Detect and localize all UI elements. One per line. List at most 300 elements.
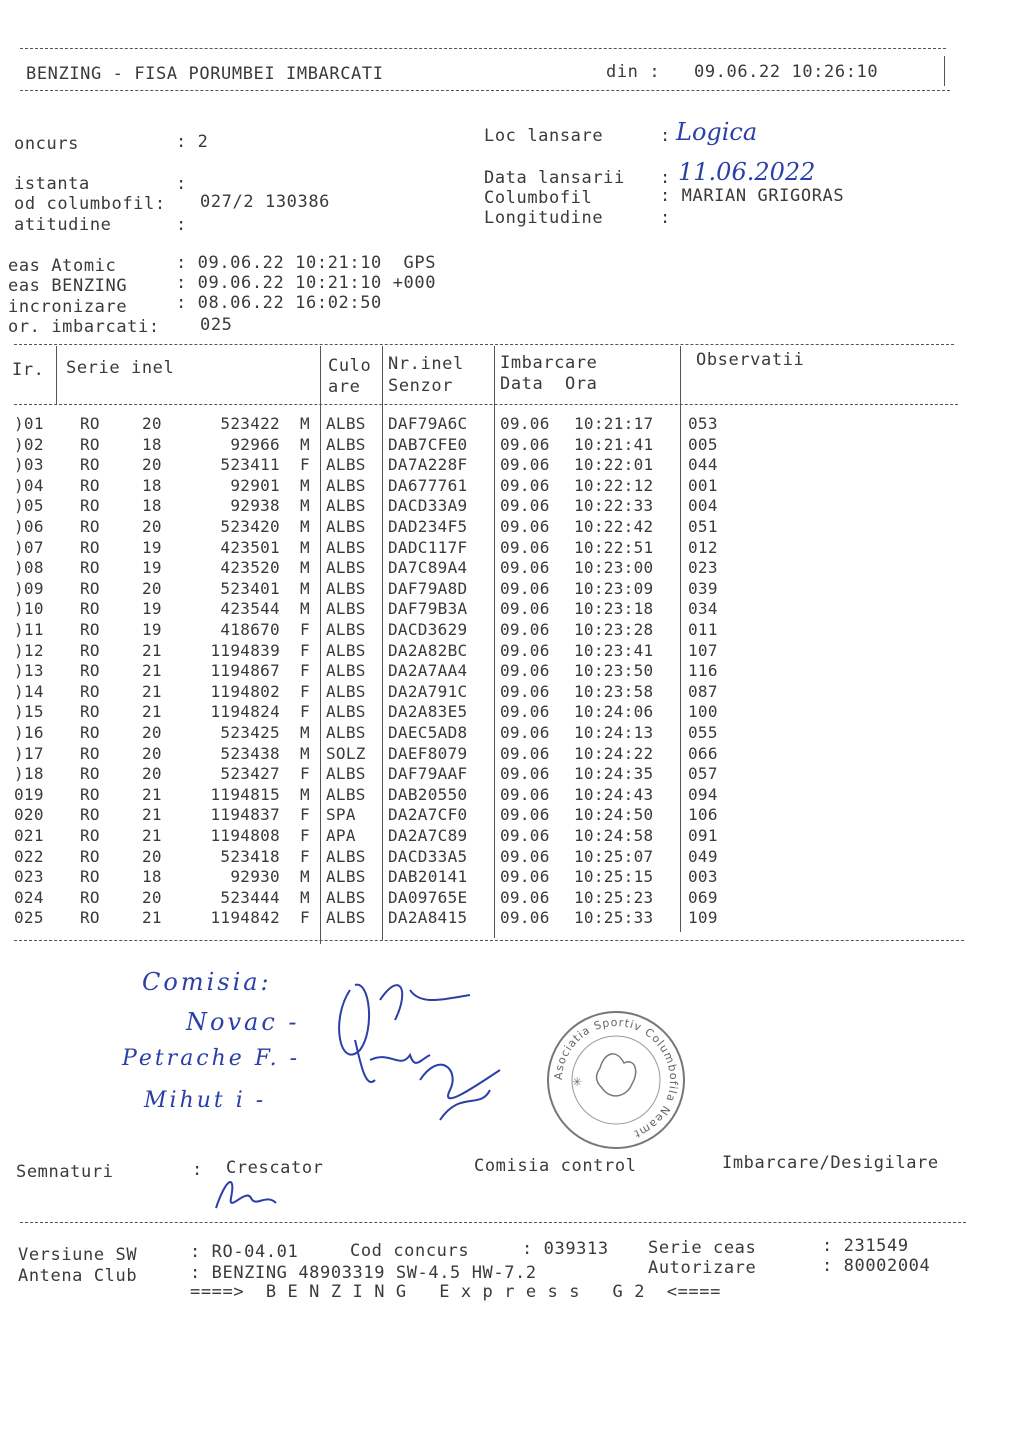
row-ring-number: 1194842 bbox=[210, 908, 280, 928]
row-time: 10:22:12 bbox=[574, 475, 654, 495]
row-color: ALBS bbox=[326, 599, 366, 619]
row-number: 021 bbox=[14, 826, 44, 845]
row-sex: M bbox=[300, 887, 310, 907]
row-chip-id: DAEF8079 bbox=[388, 743, 468, 763]
cod-concurs-value: : 039313 bbox=[522, 1239, 609, 1259]
row-year: 20 bbox=[142, 887, 162, 907]
row-color: ALBS bbox=[326, 908, 366, 928]
row-country: RO bbox=[80, 805, 100, 825]
row-year: 21 bbox=[142, 826, 162, 845]
row-observation: 091 bbox=[688, 826, 718, 845]
row-year: 20 bbox=[142, 723, 162, 742]
din-label: din : bbox=[606, 62, 661, 82]
row-date: 09.06 bbox=[500, 867, 550, 887]
row-time: 10:24:43 bbox=[574, 784, 654, 804]
row-country: RO bbox=[80, 723, 100, 742]
versiune-sw-value: : RO-04.01 bbox=[190, 1242, 299, 1262]
row-ring-number: 1194802 bbox=[210, 681, 280, 701]
row-year: 18 bbox=[142, 475, 162, 495]
row-country: RO bbox=[80, 661, 100, 681]
row-color: SOLZ bbox=[326, 743, 366, 763]
row-year: 21 bbox=[142, 784, 162, 804]
row-year: 20 bbox=[142, 764, 162, 784]
row-country: RO bbox=[80, 414, 100, 433]
row-country: RO bbox=[80, 681, 100, 701]
row-country: RO bbox=[80, 620, 100, 639]
sincronizare-value: : 08.06.22 16:02:50 bbox=[176, 293, 382, 313]
row-ring-number: 92930 bbox=[230, 867, 280, 887]
row-year: 19 bbox=[142, 599, 162, 619]
row-number: )07 bbox=[14, 537, 44, 557]
row-ring-number: 1194815 bbox=[210, 784, 280, 804]
row-year: 20 bbox=[142, 578, 162, 598]
row-sex: M bbox=[300, 475, 310, 495]
row-color: ALBS bbox=[326, 578, 366, 598]
stamp-text: Asociatia Sportiv Columbofila Neamt bbox=[551, 1015, 681, 1141]
header-nr-inel: Nr.inel bbox=[388, 354, 464, 374]
data-lansarii-label: Data lansarii bbox=[484, 168, 625, 188]
row-chip-id: DAEC5AD8 bbox=[388, 723, 468, 742]
row-ring-number: 418670 bbox=[220, 620, 280, 639]
sincronizare-label: incronizare bbox=[8, 297, 128, 317]
handwritten-comisia: Comisia: bbox=[142, 968, 272, 996]
row-number: 022 bbox=[14, 846, 44, 866]
imbarcare-desigilare-label: Imbarcare/Desigilare bbox=[722, 1153, 939, 1173]
row-country: RO bbox=[80, 537, 100, 557]
row-time: 10:25:15 bbox=[574, 867, 654, 887]
row-observation: 039 bbox=[688, 578, 718, 598]
columbofil-label: Columbofil bbox=[484, 188, 593, 208]
row-chip-id: DAB20141 bbox=[388, 867, 468, 887]
row-ring-number: 523438 bbox=[220, 743, 280, 763]
row-number: 025 bbox=[14, 908, 44, 928]
din-value: 09.06.22 10:26:10 bbox=[694, 62, 879, 82]
row-observation: 106 bbox=[688, 805, 718, 825]
row-date: 09.06 bbox=[500, 414, 550, 433]
row-date: 09.06 bbox=[500, 805, 550, 825]
row-date: 09.06 bbox=[500, 702, 550, 722]
row-sex: F bbox=[300, 826, 310, 845]
row-time: 10:22:42 bbox=[574, 517, 654, 536]
porumbei-imbarcati-label: or. imbarcati: bbox=[8, 317, 160, 337]
col-sep-observatii bbox=[680, 346, 681, 932]
row-country: RO bbox=[80, 578, 100, 598]
row-sex: F bbox=[300, 640, 310, 660]
col-sep-nr bbox=[56, 346, 57, 404]
row-number: )13 bbox=[14, 661, 44, 681]
row-color: ALBS bbox=[326, 702, 366, 722]
cod-columbofil-value: 027/2 130386 bbox=[200, 192, 331, 212]
row-sex: F bbox=[300, 681, 310, 701]
row-year: 21 bbox=[142, 661, 162, 681]
header-right-border bbox=[944, 56, 945, 86]
row-time: 10:24:58 bbox=[574, 826, 654, 845]
row-ring-number: 1194839 bbox=[210, 640, 280, 660]
row-sex: M bbox=[300, 434, 310, 454]
row-color: ALBS bbox=[326, 723, 366, 742]
row-chip-id: DACD33A9 bbox=[388, 496, 468, 516]
row-color: ALBS bbox=[326, 414, 366, 433]
data-lansarii-handwritten: 11.06.2022 bbox=[678, 158, 816, 186]
cod-concurs-label: Cod concurs bbox=[350, 1241, 470, 1261]
data-lansarii-sep: : bbox=[660, 168, 671, 188]
col-sep-inel bbox=[382, 346, 383, 940]
longitudine-sep: : bbox=[660, 208, 671, 228]
row-sex: M bbox=[300, 496, 310, 516]
row-ring-number: 1194867 bbox=[210, 661, 280, 681]
row-ring-number: 523420 bbox=[220, 517, 280, 536]
benzing-brand-line: ====> B E N Z I N G E x p r e s s G 2 <==== bbox=[190, 1282, 721, 1302]
row-date: 09.06 bbox=[500, 743, 550, 763]
row-color: ALBS bbox=[326, 496, 366, 516]
row-chip-id: DA2A7CF0 bbox=[388, 805, 468, 825]
row-sex: F bbox=[300, 764, 310, 784]
row-country: RO bbox=[80, 784, 100, 804]
row-country: RO bbox=[80, 702, 100, 722]
table-header-rule bbox=[14, 404, 958, 405]
row-chip-id: DA2A83E5 bbox=[388, 702, 468, 722]
row-country: RO bbox=[80, 517, 100, 536]
row-sex: F bbox=[300, 620, 310, 639]
row-number: 024 bbox=[14, 887, 44, 907]
longitudine-label: Longitudine bbox=[484, 208, 604, 228]
row-chip-id: DA7A228F bbox=[388, 455, 468, 475]
row-country: RO bbox=[80, 743, 100, 763]
row-sex: M bbox=[300, 784, 310, 804]
row-year: 20 bbox=[142, 846, 162, 866]
row-date: 09.06 bbox=[500, 640, 550, 660]
row-sex: M bbox=[300, 558, 310, 578]
row-chip-id: DA2A7AA4 bbox=[388, 661, 468, 681]
latitudine-sep: : bbox=[176, 215, 187, 235]
row-number: )14 bbox=[14, 681, 44, 701]
row-date: 09.06 bbox=[500, 620, 550, 639]
row-observation: 094 bbox=[688, 784, 718, 804]
table-bottom-rule bbox=[14, 940, 964, 941]
row-chip-id: DA7C89A4 bbox=[388, 558, 468, 578]
row-ring-number: 523401 bbox=[220, 578, 280, 598]
row-time: 10:23:18 bbox=[574, 599, 654, 619]
row-ring-number: 423544 bbox=[220, 599, 280, 619]
row-country: RO bbox=[80, 558, 100, 578]
row-chip-id: DAB7CFE0 bbox=[388, 434, 468, 454]
row-year: 21 bbox=[142, 805, 162, 825]
autorizare-label: Autorizare bbox=[648, 1258, 757, 1278]
row-chip-id: DAF79A6C bbox=[388, 414, 468, 433]
row-color: ALBS bbox=[326, 681, 366, 701]
row-date: 09.06 bbox=[500, 537, 550, 557]
row-chip-id: DAF79A8D bbox=[388, 578, 468, 598]
row-number: )18 bbox=[14, 764, 44, 784]
row-country: RO bbox=[80, 846, 100, 866]
row-number: )02 bbox=[14, 434, 44, 454]
row-country: RO bbox=[80, 434, 100, 454]
loc-lansare-sep: : bbox=[660, 126, 671, 146]
row-time: 10:22:01 bbox=[574, 455, 654, 475]
row-chip-id: DACD3629 bbox=[388, 620, 468, 639]
header-nr: Ir. bbox=[12, 360, 45, 380]
header-observatii: Observatii bbox=[696, 350, 805, 370]
row-observation: 049 bbox=[688, 846, 718, 866]
ceas-atomic-label: eas Atomic bbox=[8, 256, 117, 276]
ceas-atomic-value: : 09.06.22 10:21:10 GPS bbox=[176, 253, 437, 273]
row-year: 21 bbox=[142, 640, 162, 660]
row-observation: 116 bbox=[688, 661, 718, 681]
distanta-sep: : bbox=[176, 174, 187, 194]
header-serie-inel: Serie inel bbox=[66, 358, 175, 378]
row-color: APA bbox=[326, 826, 356, 845]
row-color: ALBS bbox=[326, 558, 366, 578]
header-culoare-1: Culo bbox=[328, 356, 372, 376]
row-color: ALBS bbox=[326, 455, 366, 475]
row-time: 10:24:06 bbox=[574, 702, 654, 722]
row-number: )06 bbox=[14, 517, 44, 536]
crescator-label: Crescator bbox=[226, 1158, 324, 1178]
row-observation: 069 bbox=[688, 887, 718, 907]
row-chip-id: DA2A8415 bbox=[388, 908, 468, 928]
row-color: ALBS bbox=[326, 620, 366, 639]
col-sep-culoare bbox=[320, 346, 321, 944]
row-sex: F bbox=[300, 805, 310, 825]
row-number: )11 bbox=[14, 620, 44, 639]
row-date: 09.06 bbox=[500, 558, 550, 578]
row-ring-number: 523411 bbox=[220, 455, 280, 475]
row-date: 09.06 bbox=[500, 887, 550, 907]
row-date: 09.06 bbox=[500, 661, 550, 681]
row-observation: 109 bbox=[688, 908, 718, 928]
footer-top-rule bbox=[20, 1222, 966, 1223]
row-color: ALBS bbox=[326, 887, 366, 907]
row-date: 09.06 bbox=[500, 517, 550, 536]
row-observation: 044 bbox=[688, 455, 718, 475]
row-date: 09.06 bbox=[500, 723, 550, 742]
header-senzor: Senzor bbox=[388, 376, 454, 396]
row-chip-id: DA2A791C bbox=[388, 681, 468, 701]
row-date: 09.06 bbox=[500, 908, 550, 928]
row-number: 020 bbox=[14, 805, 44, 825]
ceas-benzing-value: : 09.06.22 10:21:10 +000 bbox=[176, 273, 437, 293]
handwritten-petrache: Petrache F. - bbox=[122, 1046, 301, 1071]
row-time: 10:21:41 bbox=[574, 434, 654, 454]
row-chip-id: DA677761 bbox=[388, 475, 468, 495]
row-number: )09 bbox=[14, 578, 44, 598]
row-sex: M bbox=[300, 723, 310, 742]
handwritten-mihut: Mihut i - bbox=[144, 1088, 267, 1113]
row-color: ALBS bbox=[326, 784, 366, 804]
row-time: 10:21:17 bbox=[574, 414, 654, 433]
row-number: )04 bbox=[14, 475, 44, 495]
row-year: 18 bbox=[142, 496, 162, 516]
row-number: )08 bbox=[14, 558, 44, 578]
row-year: 21 bbox=[142, 702, 162, 722]
row-number: 019 bbox=[14, 784, 44, 804]
header-top-rule bbox=[20, 48, 946, 49]
row-country: RO bbox=[80, 640, 100, 660]
row-date: 09.06 bbox=[500, 455, 550, 475]
versiune-sw-label: Versiune SW bbox=[18, 1245, 138, 1265]
row-ring-number: 1194837 bbox=[210, 805, 280, 825]
row-country: RO bbox=[80, 887, 100, 907]
row-chip-id: DAF79B3A bbox=[388, 599, 468, 619]
row-time: 10:22:33 bbox=[574, 496, 654, 516]
row-date: 09.06 bbox=[500, 681, 550, 701]
row-year: 20 bbox=[142, 743, 162, 763]
header-imbarcare: Imbarcare bbox=[500, 353, 598, 373]
row-chip-id: DAB20550 bbox=[388, 784, 468, 804]
row-ring-number: 523444 bbox=[220, 887, 280, 907]
row-color: ALBS bbox=[326, 661, 366, 681]
row-ring-number: 92901 bbox=[230, 475, 280, 495]
header-data-ora: Data Ora bbox=[500, 374, 598, 394]
row-time: 10:24:35 bbox=[574, 764, 654, 784]
row-time: 10:24:22 bbox=[574, 743, 654, 763]
row-country: RO bbox=[80, 475, 100, 495]
row-ring-number: 423501 bbox=[220, 537, 280, 557]
autorizare-value: : 80002004 bbox=[822, 1256, 931, 1276]
row-ring-number: 92938 bbox=[230, 496, 280, 516]
concurs-value: : 2 bbox=[176, 132, 209, 152]
row-color: ALBS bbox=[326, 846, 366, 866]
row-observation: 087 bbox=[688, 681, 718, 701]
row-color: ALBS bbox=[326, 640, 366, 660]
row-year: 19 bbox=[142, 537, 162, 557]
row-observation: 055 bbox=[688, 723, 718, 742]
row-time: 10:23:28 bbox=[574, 620, 654, 639]
row-observation: 057 bbox=[688, 764, 718, 784]
row-chip-id: DACD33A5 bbox=[388, 846, 468, 866]
porumbei-imbarcati-value: 025 bbox=[200, 315, 233, 335]
row-sex: M bbox=[300, 578, 310, 598]
row-chip-id: DAD234F5 bbox=[388, 517, 468, 536]
row-color: ALBS bbox=[326, 434, 366, 454]
association-stamp bbox=[544, 1008, 688, 1152]
row-observation: 051 bbox=[688, 517, 718, 536]
row-year: 20 bbox=[142, 517, 162, 536]
row-color: ALBS bbox=[326, 867, 366, 887]
concurs-label: oncurs bbox=[14, 134, 80, 154]
semnaturi-label: Semnaturi bbox=[16, 1162, 114, 1182]
document-title: BENZING - FISA PORUMBEI IMBARCATI bbox=[26, 64, 384, 84]
row-number: )01 bbox=[14, 414, 44, 433]
row-time: 10:25:07 bbox=[574, 846, 654, 866]
loc-lansare-handwritten: Logica bbox=[676, 118, 758, 146]
row-date: 09.06 bbox=[500, 475, 550, 495]
row-date: 09.06 bbox=[500, 784, 550, 804]
row-time: 10:25:33 bbox=[574, 908, 654, 928]
row-date: 09.06 bbox=[500, 846, 550, 866]
row-sex: M bbox=[300, 537, 310, 557]
row-ring-number: 92966 bbox=[230, 434, 280, 454]
row-observation: 001 bbox=[688, 475, 718, 495]
row-country: RO bbox=[80, 826, 100, 845]
row-sex: M bbox=[300, 414, 310, 433]
svg-text:✳: ✳ bbox=[572, 1075, 583, 1089]
row-country: RO bbox=[80, 867, 100, 887]
row-country: RO bbox=[80, 764, 100, 784]
row-color: SPA bbox=[326, 805, 356, 825]
row-number: )16 bbox=[14, 723, 44, 742]
row-ring-number: 523422 bbox=[220, 414, 280, 433]
row-chip-id: DA09765E bbox=[388, 887, 468, 907]
row-color: ALBS bbox=[326, 517, 366, 536]
row-year: 19 bbox=[142, 558, 162, 578]
row-number: 023 bbox=[14, 867, 44, 887]
antena-club-label: Antena Club bbox=[18, 1266, 138, 1286]
row-date: 09.06 bbox=[500, 496, 550, 516]
commission-signatures bbox=[320, 960, 540, 1130]
row-number: )17 bbox=[14, 743, 44, 763]
serie-ceas-value: : 231549 bbox=[822, 1236, 909, 1256]
row-chip-id: DA2A7C89 bbox=[388, 826, 468, 845]
row-observation: 066 bbox=[688, 743, 718, 763]
row-color: ALBS bbox=[326, 475, 366, 495]
row-country: RO bbox=[80, 496, 100, 516]
row-observation: 012 bbox=[688, 537, 718, 557]
row-year: 21 bbox=[142, 681, 162, 701]
row-date: 09.06 bbox=[500, 764, 550, 784]
row-observation: 100 bbox=[688, 702, 718, 722]
row-sex: M bbox=[300, 517, 310, 536]
row-sex: F bbox=[300, 661, 310, 681]
row-country: RO bbox=[80, 908, 100, 928]
ceas-benzing-label: eas BENZING bbox=[8, 276, 128, 296]
row-year: 18 bbox=[142, 867, 162, 887]
row-time: 10:23:09 bbox=[574, 578, 654, 598]
row-ring-number: 523427 bbox=[220, 764, 280, 784]
row-observation: 004 bbox=[688, 496, 718, 516]
crescator-signature bbox=[206, 1168, 286, 1216]
row-number: )12 bbox=[14, 640, 44, 660]
header-culoare-2: are bbox=[328, 377, 361, 397]
row-observation: 034 bbox=[688, 599, 718, 619]
row-sex: F bbox=[300, 702, 310, 722]
table-top-rule bbox=[14, 344, 954, 345]
row-year: 21 bbox=[142, 908, 162, 928]
row-year: 19 bbox=[142, 620, 162, 639]
row-year: 18 bbox=[142, 434, 162, 454]
row-time: 10:24:50 bbox=[574, 805, 654, 825]
row-observation: 053 bbox=[688, 414, 718, 433]
row-sex: M bbox=[300, 599, 310, 619]
row-observation: 023 bbox=[688, 558, 718, 578]
row-observation: 107 bbox=[688, 640, 718, 660]
row-color: ALBS bbox=[326, 764, 366, 784]
antena-club-value: : BENZING 48903319 SW-4.5 HW-7.2 bbox=[190, 1263, 537, 1283]
row-ring-number: 1194808 bbox=[210, 826, 280, 845]
row-number: )05 bbox=[14, 496, 44, 516]
row-chip-id: DAF79AAF bbox=[388, 764, 468, 784]
row-date: 09.06 bbox=[500, 599, 550, 619]
row-time: 10:23:00 bbox=[574, 558, 654, 578]
row-number: )03 bbox=[14, 455, 44, 475]
row-time: 10:24:13 bbox=[574, 723, 654, 742]
latitudine-label: atitudine bbox=[14, 215, 112, 235]
row-ring-number: 523418 bbox=[220, 846, 280, 866]
row-time: 10:23:58 bbox=[574, 681, 654, 701]
semnaturi-sep: : bbox=[192, 1160, 203, 1180]
row-observation: 003 bbox=[688, 867, 718, 887]
row-date: 09.06 bbox=[500, 434, 550, 454]
row-chip-id: DA2A82BC bbox=[388, 640, 468, 660]
row-number: )10 bbox=[14, 599, 44, 619]
row-time: 10:22:51 bbox=[574, 537, 654, 557]
columbofil-value: : MARIAN GRIGORAS bbox=[660, 186, 845, 206]
row-sex: F bbox=[300, 455, 310, 475]
distanta-label: istanta bbox=[14, 174, 90, 194]
row-country: RO bbox=[80, 599, 100, 619]
row-ring-number: 523425 bbox=[220, 723, 280, 742]
row-date: 09.06 bbox=[500, 578, 550, 598]
